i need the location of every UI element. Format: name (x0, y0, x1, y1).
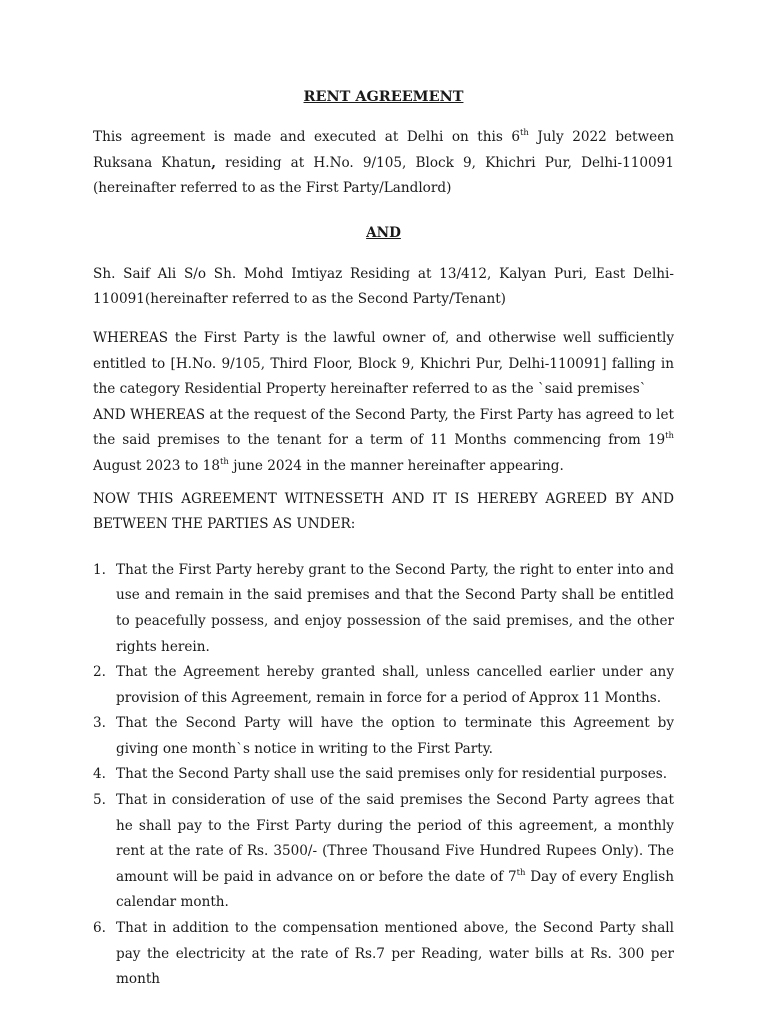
clause-text-a: That in consideration of use of the said premises the Second Party agrees that he shall pay to the First Party during the period of this agreement, a monthly rent at the rate of Rs. 3500/- (Three Thousand Five Hundred Rupees Only). The amount will be paid in advance on or before the date of 7 (116, 792, 674, 885)
intro-text-b: July 2022 between Ruksana Khatun (93, 129, 675, 171)
clause-text: That in addition to the compensation mentioned above, the Second Party shall pay the electricity at the rate of Rs.7 per Reading, water bills at Rs. 300 per month (116, 920, 674, 988)
intro-text-c: residing at H.No. 9/105, Block 9, Khichri Pur, Delhi-110091 (hereinafter referred to as the First Party/Landlord) (93, 154, 674, 197)
clause-text (116, 792, 674, 910)
end-date-suffix: th (219, 456, 229, 467)
clause-text: That the Second Party will have the option to terminate this Agreement by giving one month`s notice in writing to the First Party. (116, 715, 674, 757)
clause-item (93, 916, 674, 993)
and-heading: AND (366, 224, 401, 241)
intro-date-suffix: th (520, 128, 529, 138)
intro-text-a: This agreement is made and executed at Delhi on this 6 (93, 129, 521, 145)
start-date-suffix: th (665, 431, 674, 442)
document-body (93, 86, 674, 993)
rent-day-suffix: th (516, 867, 526, 878)
clause-number: 6. (93, 920, 106, 937)
clause-text: That the First Party hereby grant to the Second Party, the right to enter into and use and remain in the said premises and that the Second Party shall be entitled to peacefully possess, and enjoy possession of the said premises, and the other rights herein. (116, 561, 674, 655)
tenant-paragraph: Sh. Saif Ali S/o Sh. Mohd Imtiyaz Residing at 13/412, Kalyan Puri, East Delhi-110091(hereinafter referred to as the Second Party/Tenant) (93, 265, 674, 308)
document-title: RENT AGREEMENT (303, 88, 464, 105)
and-whereas-text-b: August 2023 to 18 (93, 457, 220, 474)
clause-item (93, 788, 674, 916)
and-whereas-text-a: AND WHEREAS at the request of the Second Party, the First Party has agreed to let the said premises to the tenant for a term of 11 Months commencing from 19 (93, 406, 674, 449)
clause-item (93, 558, 674, 660)
clause-number: 1. (93, 561, 106, 578)
intro-bold-comma: , (211, 154, 217, 171)
clause-item (93, 762, 674, 788)
whereas-paragraph: WHEREAS the First Party is the lawful owner of, and otherwise well sufficiently entitled to [H.No. 9/105, Third Floor, Block 9, Khichri Pur, Delhi-110091] falling in the category Residential Property hereinafter referred to as the `said premises` (93, 329, 674, 398)
clause-number: 2. (93, 664, 106, 681)
clause-text: That the Second Party shall use the said premises only for residential purposes. (116, 766, 668, 783)
intro-paragraph (93, 125, 674, 202)
clause-number: 4. (93, 766, 106, 783)
clause-text-b: Day of every English calendar month. (116, 868, 675, 911)
clauses-list (93, 558, 674, 993)
clause-item (93, 660, 674, 711)
clause-item (93, 711, 674, 762)
clause-text: That the Agreement hereby granted shall, unless cancelled earlier under any provision of this Agreement, remain in force for a period of Approx 11 Months. (116, 664, 674, 706)
witnesseth-paragraph: NOW THIS AGREEMENT WITNESSETH AND IT IS HEREBY AGREED BY AND BETWEEN THE PARTIES AS UNDER: (93, 490, 674, 533)
clause-number: 5. (93, 792, 106, 809)
and-whereas-text-c: june 2024 in the manner hereinafter appearing. (228, 457, 564, 474)
clause-number: 3. (93, 715, 106, 732)
and-whereas-paragraph (93, 403, 674, 480)
